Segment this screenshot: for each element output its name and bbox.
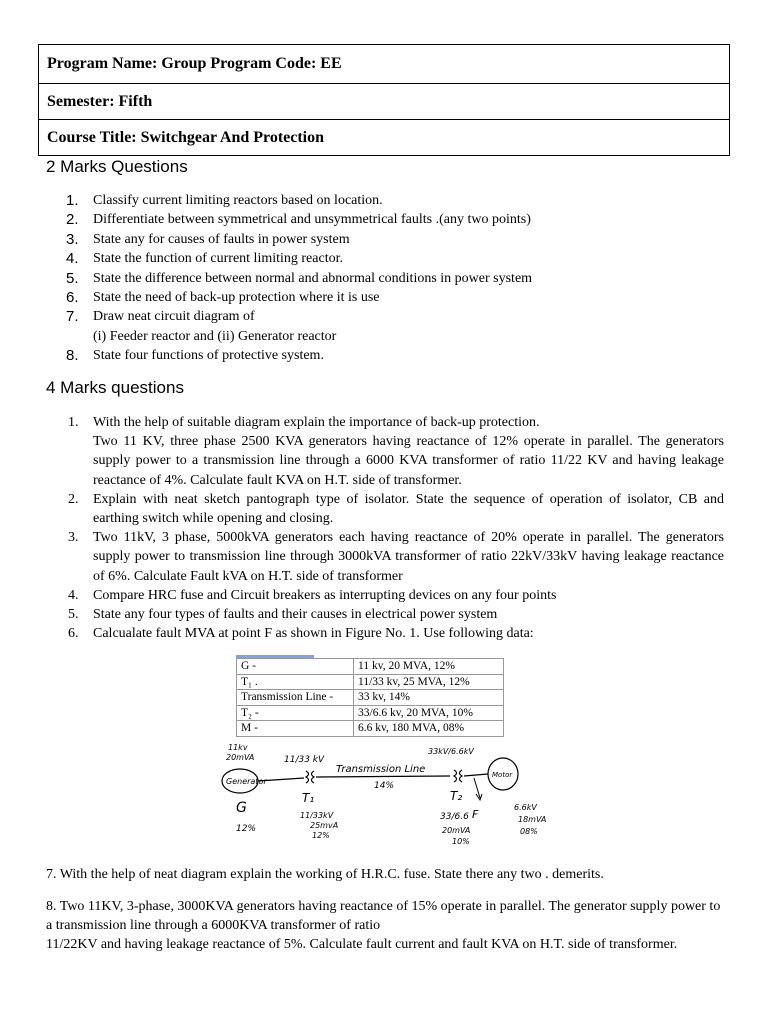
course-title: Course Title: Switchgear And Protection [39, 119, 729, 155]
table-row: Transmission Line - 33 kv, 14% [237, 690, 504, 706]
list-item: 7. Draw neat circuit diagram of (i) Feeder reactor and (ii) Generator reactor [66, 308, 337, 344]
list-item: 4. State the function of current limiting reactor. [66, 250, 343, 268]
transmission-line [316, 776, 450, 777]
motor-pct: 08% [520, 827, 538, 836]
generator-label: Generator [226, 777, 267, 786]
motor-kv: 6.6kV [514, 803, 537, 812]
two-marks-list [66, 191, 532, 366]
list-item: 1. With the help of suitable diagram explain the importance of back-up protection. Two 11 KV, three phase 2500 KVA generators having reactance of 12% operate in parallel. The generators supply power to a transmission line through a 6000 KVA transformer of ratio 11/22 KV and having leakage reactance of 4%. Calculate fault KVA on H.T. side of transformer. [68, 415, 724, 488]
list-item: 4. Compare HRC fuse and Circuit breakers as interrupting devices on any four points [68, 587, 557, 603]
g-label: G [236, 800, 247, 816]
t2-pct: 10% [452, 837, 470, 846]
gen-kv: 11kv [228, 743, 248, 752]
list-item: 2. Differentiate between symmetrical and unsymmetrical faults .(any two points) [66, 211, 531, 229]
list-item: 3. State any for causes of faults in power system [66, 230, 350, 248]
t2-ratio: 33/6.6 [440, 812, 469, 822]
four-marks-list [68, 413, 724, 643]
t2-ratio-top: 33kV/6.6kV [428, 747, 474, 756]
semester: Semester: Fifth [39, 83, 729, 119]
motor-mva: 18mVA [518, 815, 547, 824]
motor-label: Motor [492, 771, 513, 779]
list-item: 5. State the difference between normal and abnormal conditions in power system [66, 269, 533, 287]
t1-ratio: 11/33kV [300, 811, 334, 820]
t1-ratio-top: 11/33 kV [284, 755, 325, 765]
t1-pct: 12% [312, 831, 330, 840]
line-label: Transmission Line [336, 764, 426, 775]
header-table [38, 44, 730, 156]
t1-label: T₁ [302, 791, 315, 805]
t2-label: T₂ [450, 789, 463, 803]
list-item: 6. Calcualate fault MVA at point F as shown in Figure No. 1. Use following data: [68, 626, 534, 642]
g-pct: 12% [236, 824, 257, 834]
question-7: 7. With the help of neat diagram explain the working of H.R.C. fuse. State there any two . demerits. [46, 867, 604, 882]
four-marks-title: 4 Marks questions [46, 378, 184, 397]
line-pct: 14% [374, 781, 395, 791]
t1-symbol [306, 771, 314, 783]
ratings-table [236, 658, 504, 737]
two-marks-title: 2 Marks Questions [46, 157, 188, 176]
list-item: 6. State the need of back-up protection where it is use [66, 289, 380, 307]
list-item: 5. State any four types of faults and their causes in electrical power system [68, 607, 498, 623]
list-item: 1. Classify current limiting reactors based on location. [66, 192, 383, 209]
t2-symbol [454, 770, 462, 782]
table-row: T₁ . 11/33 kv, 25 MVA, 12% [237, 674, 504, 690]
t1-mva: 25mvA [310, 821, 339, 830]
table-row: M - 6.6 kv, 180 MVA, 08% [237, 721, 504, 737]
single-line-diagram [218, 738, 558, 846]
table-row: G - 11 kv, 20 MVA, 12% [237, 659, 504, 675]
question-8: 8. Two 11KV, 3-phase, 3000KVA generators having reactance of 15% operate in parallel. The generator supply power to a transmission line through a 6000KVA transformer of ratio 11/22KV and having leakage reactance of 5%. Calculate fault current and fault KVA on H.T. side of transformer. [46, 899, 721, 953]
fault-label: F [472, 808, 479, 821]
t2-mva: 20mVA [442, 826, 471, 835]
table-row: T₂ - 33/6.6 kv, 20 MVA, 10% [237, 705, 504, 721]
program-name: Program Name: Group Program Code: EE [47, 55, 342, 72]
gen-mva: 20mVA [226, 753, 255, 762]
list-item: 8. State four functions of protective system. [66, 347, 324, 365]
list-item: 2. Explain with neat sketch pantograph type of isolator. State the sequence of operation of isolator, CB and earthing switch while opening and closing. [68, 491, 724, 527]
list-item: 3. Two 11kV, 3 phase, 5000kVA generators each having reactance of 20% operate in parallel. The generators supply power to transmission line through 3000kVA transformer of ratio 22kV/33kV having leakage reactance of 6%. Calculate Fault kVA on H.T. side of transformer [68, 530, 724, 584]
